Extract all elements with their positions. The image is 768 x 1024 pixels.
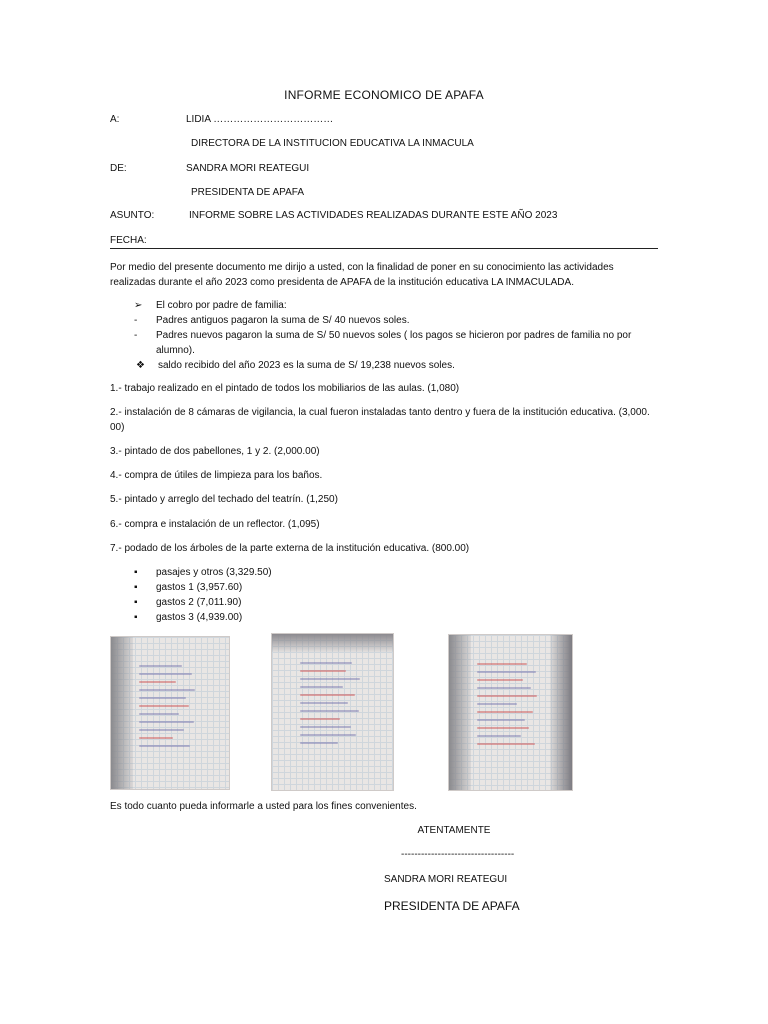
activity-item-5: 5.- pintado y arreglo del techado del teatrín. (1,250) [110, 494, 338, 505]
notebook-photo-2 [271, 633, 394, 791]
to-role: DIRECTORA DE LA INSTITUCION EDUCATIVA LA INMACULA [191, 138, 474, 149]
list-item [110, 610, 658, 625]
signer-name: SANDRA MORI REATEGUI [384, 874, 508, 885]
list-item [110, 313, 658, 328]
expense-item-text: pasajes y otros (3,329.50) [156, 567, 272, 578]
expense-item-text: gastos 3 (4,939.00) [156, 612, 243, 623]
signer-role: PRESIDENTA DE APAFA [384, 899, 520, 913]
income-item-text: Padres antiguos pagaron la suma de S/ 40 nuevos soles. [156, 315, 410, 326]
expenses-list [110, 565, 658, 625]
square-bullet-icon: ▪ [134, 612, 138, 623]
notebook-photo-3 [448, 634, 573, 791]
from-role: PRESIDENTA DE APAFA [191, 187, 304, 198]
expense-item-text: gastos 1 (3,957.60) [156, 582, 243, 593]
subject-value: INFORME SOBRE LAS ACTIVIDADES REALIZADAS DURANTE ESTE AÑO 2023 [189, 210, 558, 221]
subject-label: ASUNTO: [110, 210, 155, 221]
from-name: SANDRA MORI REATEGUI [186, 163, 310, 174]
dash-bullet: - [134, 315, 138, 326]
square-bullet-icon: ▪ [134, 582, 138, 593]
signature-line: ---------------------------------- [401, 849, 515, 860]
income-total [110, 358, 658, 373]
income-list [110, 298, 658, 373]
dash-bullet: - [134, 330, 138, 341]
from-label: DE: [110, 163, 127, 174]
to-name: LIDIA ……………………………… [186, 114, 334, 125]
closing-sentence: Es todo cuanto pueda informarle a usted para los fines convenientes. [110, 801, 417, 812]
diamond-bullet-icon: ❖ [136, 360, 145, 371]
activity-item-6: 6.- compra e instalación de un reflector. (1,095) [110, 519, 320, 530]
list-item [110, 580, 658, 595]
income-heading [110, 298, 658, 313]
salutation: ATENTAMENTE [417, 825, 491, 836]
notebook-photo-1 [110, 636, 230, 790]
date-label: FECHA: [110, 235, 147, 246]
document-title: INFORME ECONOMICO DE APAFA [284, 88, 484, 102]
square-bullet-icon: ▪ [134, 567, 138, 578]
header-divider [110, 248, 658, 249]
activity-item-2: 2.- instalación de 8 cámaras de vigilancia, la cual fueron instaladas tanto dentro y fuera de la institución educativa. (3,000. 00) [110, 407, 650, 433]
list-item [110, 565, 658, 580]
activity-item-3: 3.- pintado de dos pabellones, 1 y 2. (2,000.00) [110, 446, 320, 457]
activity-item-7: 7.- podado de los árboles de la parte externa de la institución educativa. (800.00) [110, 543, 470, 554]
intro-paragraph: Por medio del presente documento me dirijo a usted, con la finalidad de poner en su conocimiento las actividades realizadas durante el año 2023 como presidenta de APAFA de la institución educativa LA INMACULADA. [110, 262, 614, 288]
list-item [110, 328, 658, 358]
activity-item-4: 4.- compra de útiles de limpieza para los baños. [110, 470, 323, 481]
list-item [110, 595, 658, 610]
income-item-text: Padres nuevos pagaron la suma de S/ 50 nuevos soles ( los pagos se hicieron por padres de familia no por alumno). [156, 330, 632, 356]
income-total-text: saldo recibido del año 2023 es la suma de S/ 19,238 nuevos soles. [158, 360, 455, 371]
square-bullet-icon: ▪ [134, 597, 138, 608]
expense-item-text: gastos 2 (7,011.90) [156, 597, 242, 608]
activity-item-1: 1.- trabajo realizado en el pintado de todos los mobiliarios de las aulas. (1,080) [110, 383, 460, 394]
to-label: A: [110, 114, 120, 125]
arrow-bullet-icon: ➢ [134, 300, 143, 311]
income-heading-text: El cobro por padre de familia: [156, 300, 287, 311]
